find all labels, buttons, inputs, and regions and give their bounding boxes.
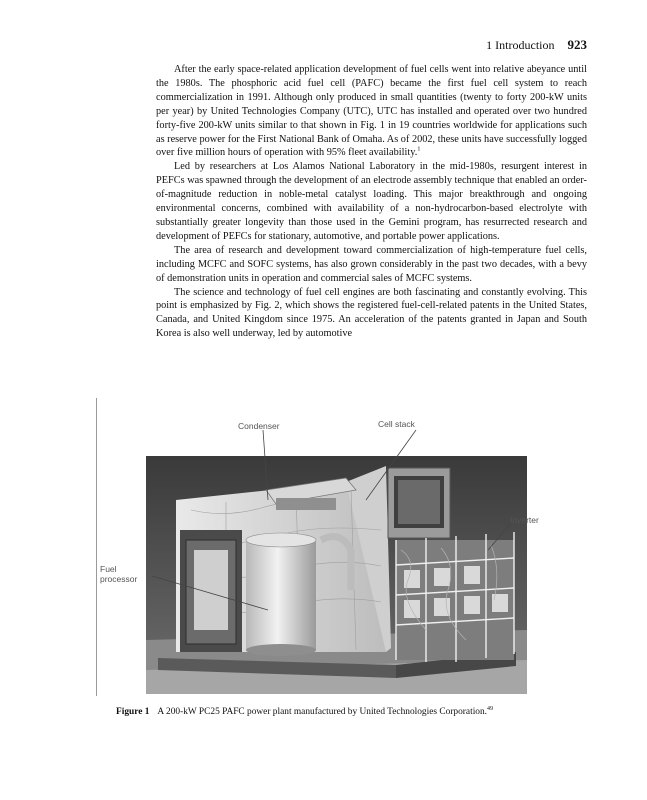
caption-text: A 200-kW PC25 PAFC power plant manufactured by United Technologies Corporation.: [157, 707, 488, 718]
figure-1: [96, 390, 547, 694]
figure-caption: [116, 703, 586, 718]
page-number: 923: [567, 37, 587, 52]
label-inverter: Inverter: [510, 515, 539, 525]
caption-ref: 49: [487, 706, 494, 712]
caption-label: Figure 1: [116, 707, 150, 718]
power-plant-photo: [96, 390, 547, 694]
footnote-ref: 1: [417, 146, 421, 154]
running-head: [150, 37, 587, 53]
paragraph-4: The science and technology of fuel cell engines are both fascinating and constantly evolving. This point is emphasized by Fig. 2, which shows the registered fuel-cell-related patents in the United States, Canada, and United Kingdom since 1975. An acceleration of the patents granted in Japan and South Korea is also well underway, led by automotive: [156, 286, 587, 340]
paragraph-2: Led by researchers at Los Alamos National Laboratory in the mid-1980s, resurgent interest in PEFCs was spawned through the development of an electrode assembly technique that enabled an order-of-magnitude reduction in noble-metal catalyst loading. This major breakthrough and ongoing environmental concerns, combined with availability of a non-hydrocarbon-based electrolyte with substantially greater longevity than those used in the Gemini program, has resurrected research and development of PEFCs for stationary, automotive, and portable power applications.: [156, 161, 587, 242]
paragraph-3: The area of research and development toward commercialization of high-temperature fuel cells, including MCFC and SOFC systems, has also grown considerably in the past two decades, with a bevy of demonstration units in operation and commercial sales of MCFC systems.: [156, 244, 587, 284]
label-fuel-processor: Fuel processor: [100, 564, 138, 584]
label-cell-stack: Cell stack: [378, 419, 415, 429]
label-condenser: Condenser: [238, 421, 280, 431]
body-text: [156, 63, 587, 341]
chapter-label: 1 Introduction: [486, 38, 555, 52]
paragraph-1: After the early space-related application development of fuel cells went into relative abeyance until the 1980s. The phosphoric acid fuel cell (PAFC) became the first fuel cell system to reach commercialization in 1991. Although only produced in small quantities (twenty to forty 200-kW units per year) by United Technologies Company (UTC), UTC has installed and operated over two hundred forty-five 200-kW units similar to that shown in Fig. 1 in 19 countries worldwide for applications such as reserve power for the First National Bank of Omaha. As of 2002, these units have successfully logged over five million hours of operation with 95% fleet availability.$^1$: [156, 64, 587, 159]
